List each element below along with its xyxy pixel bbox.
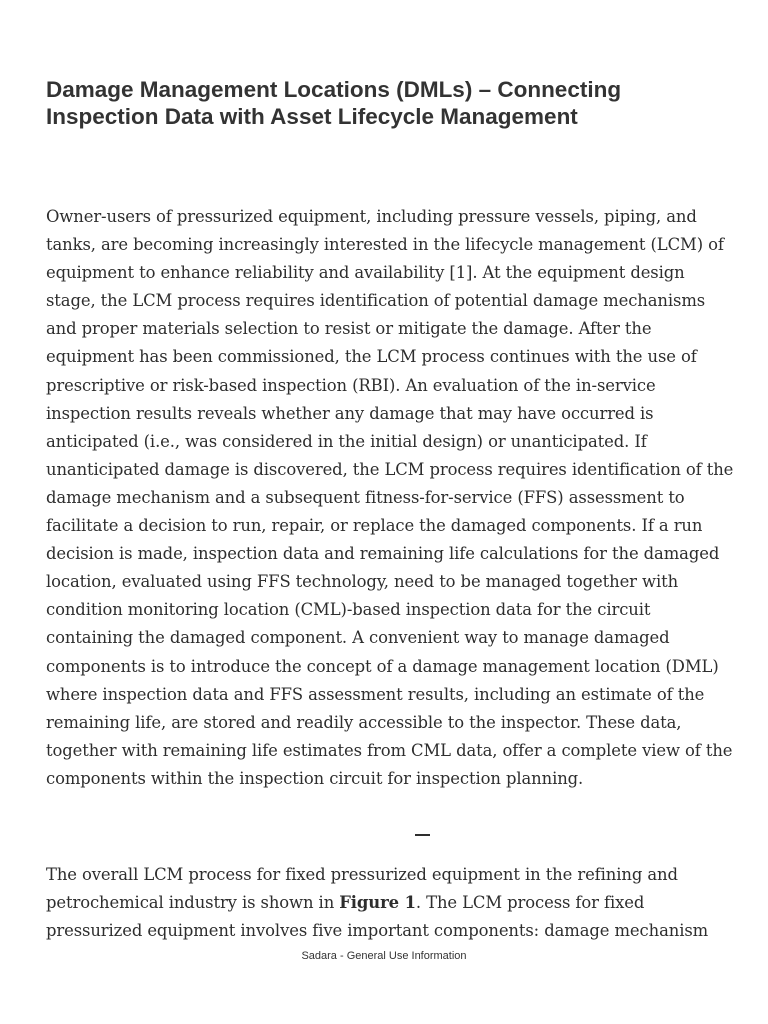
figure-1-reference: Figure 1 (339, 893, 416, 913)
article-title: Damage Management Locations (DMLs) – Connecting Inspection Data with Asset Lifecycle Management (46, 77, 622, 129)
intro-paragraph: Owner-users of pressurized equipment, including pressure vessels, piping, and tanks, are becoming increasingly interested in the lifecycle management (LCM) of equipment to enhance reliability and availability [1]. At the equipment design stage, the LCM process requires identification of potential damage mechanisms and proper materials selection to resist or mitigate the damage. After the equipment has been commissioned, the LCM process continues with the use of prescriptive or risk-based inspection (RBI). An evaluation of the in-service inspection results reveals whether any damage that may have occurred is anticipated (i.e., was considered in the initial design) or unanticipated. If unanticipated damage is discovered, the LCM process requires identification of the damage mechanism and a subsequent fitness-for-service (FFS) assessment to facilitate a decision to run, repair, or replace the damaged components. If a run decision is made, inspection data and remaining life calculations for the damaged location, evaluated using FFS technology, need to be managed together with condition monitoring location (CML)-based inspection data for the circuit containing the damaged component. A convenient way to manage damaged components is to introduce the concept of a damage management location (DML) where inspection data and FFS assessment results, including an estimate of the remaining life, are stored and readily accessible to the inspector. These data, together with remaining life estimates from CML data, offer a complete view of the components within the inspection circuit for inspection planning. (46, 207, 734, 788)
paragraph-text-start: The overall LCM process for fixed pressurized equipment in the refining and petrochemical industry is shown in (46, 865, 678, 913)
paragraph-text-end: . The LCM process for fixed pressurized equipment involves five important components: damage mechanism (46, 893, 709, 941)
classification-footer: Sadara - General Use Information (301, 950, 467, 962)
lcm-process-paragraph (46, 861, 736, 945)
section-divider (415, 834, 430, 836)
